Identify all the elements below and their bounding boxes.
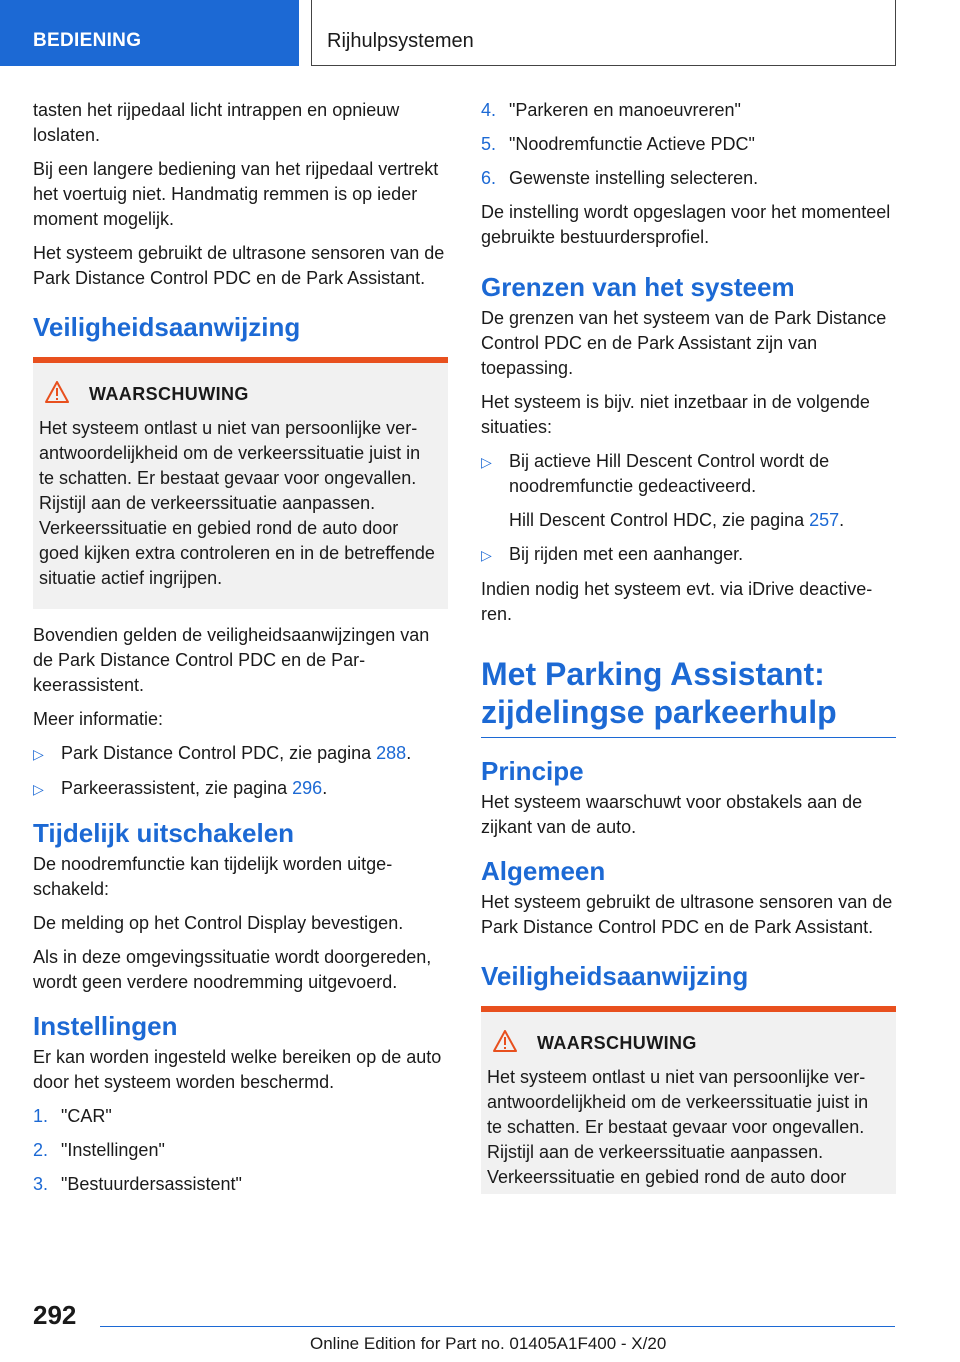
paragraph: De noodremfunctie kan tijdelijk worden uitgeschakeld: bbox=[33, 854, 393, 899]
chapter-title: Rijhulpsystemen bbox=[311, 0, 896, 66]
paragraph: Als in deze omgevingssituatie wordt doorgereden, wordt geen verdere noodremming uitgevoerd. bbox=[33, 947, 432, 992]
steps-list bbox=[33, 1104, 448, 1197]
paragraph: Meer informatie: bbox=[33, 709, 164, 729]
list-item: ▷ Parkeerassistent, zie pagina 296. bbox=[33, 776, 448, 802]
list-item: ▷ Bij actieve Hill Descent Control wordt de noodremfunctie gedeactiveerd. bbox=[481, 449, 896, 499]
triangle-bullet-icon: ▷ bbox=[481, 547, 492, 563]
left-column bbox=[33, 98, 448, 1206]
right-column bbox=[481, 98, 896, 1208]
paragraph: Indien nodig het systeem evt. via iDrive deactiveren. bbox=[481, 579, 873, 624]
heading-safety: Veiligheidsaanwijzing bbox=[481, 961, 749, 991]
triangle-bullet-icon: ▷ bbox=[33, 781, 44, 797]
list-item-continuation: Hill Descent Control HDC, zie pagina 257. bbox=[509, 510, 845, 530]
warning-box bbox=[481, 1006, 896, 1194]
warning-box bbox=[33, 357, 448, 609]
list-item: 2. "Instellingen" bbox=[33, 1140, 165, 1160]
page-header bbox=[0, 0, 960, 66]
list-item: ▷ Park Distance Control PDC, zie pagina 288. bbox=[33, 741, 448, 767]
heading-limits: Grenzen van het systeem bbox=[481, 272, 795, 302]
heading-safety: Veiligheidsaanwijzing bbox=[33, 312, 301, 342]
heading-main: Met Parking Assistant: zijdelingse parkeerhulp bbox=[481, 655, 896, 738]
paragraph: Bovendien gelden de veiligheidsaanwijzingen van de Park Distance Control PDC en de Parkeerassistent. bbox=[33, 625, 430, 695]
warning-text: Het systeem ontlast u niet van persoonlijke verantwoordelijkheid om de verkeerssituatie juist in te schatten. Er bestaat gevaar voor ongevallen. Rijstijl aan de verkeerssituatie aanpassen. Verkeerssituatie en gebied rond de auto door bbox=[487, 1067, 869, 1187]
list-item: 5. "Noodremfunctie Actieve PDC" bbox=[481, 134, 755, 154]
warning-triangle-icon bbox=[493, 1030, 533, 1057]
warning-title: WAARSCHUWING bbox=[89, 384, 249, 404]
paragraph: Het systeem waarschuwt voor obstakels aan de zijkant van de auto. bbox=[481, 792, 863, 837]
heading-principle: Principe bbox=[481, 756, 584, 786]
list-item: 1. "CAR" bbox=[33, 1106, 112, 1126]
paragraph: Het systeem is bijv. niet inzetbaar in de volgende situaties: bbox=[481, 392, 870, 437]
triangle-bullet-icon: ▷ bbox=[33, 746, 44, 762]
heading-disable: Tijdelijk uitschakelen bbox=[33, 818, 295, 848]
edition-note: Online Edition for Part no. 01405A1F400 - X/20 bbox=[310, 1334, 667, 1353]
heading-general: Algemeen bbox=[481, 856, 606, 886]
situation-list bbox=[481, 449, 896, 568]
paragraph: Het systeem gebruikt de ultrasone sensoren van de Park Distance Control PDC en de Park Assistant. bbox=[33, 243, 445, 288]
footer-divider bbox=[100, 1326, 895, 1327]
page-link[interactable]: 296 bbox=[292, 778, 323, 798]
warning-triangle-icon bbox=[45, 381, 85, 408]
page-number: 292 bbox=[33, 1300, 77, 1330]
list-item: 6. Gewenste instelling selecteren. bbox=[481, 168, 759, 188]
paragraph: Het systeem gebruikt de ultrasone sensoren van de Park Distance Control PDC en de Park Assistant. bbox=[481, 892, 893, 937]
triangle-bullet-icon: ▷ bbox=[481, 454, 492, 470]
list-item: ▷ Bij rijden met een aanhanger. bbox=[481, 542, 896, 568]
paragraph: tasten het rijpedaal licht intrappen en opnieuw loslaten. bbox=[33, 100, 400, 145]
section-title: BEDIENING bbox=[0, 0, 299, 66]
page-link[interactable]: 257 bbox=[809, 510, 840, 530]
paragraph: De grenzen van het systeem van de Park Distance Control PDC en de Park Assistant zijn van toepassing. bbox=[481, 308, 887, 378]
paragraph: Er kan worden ingesteld welke bereiken op de auto door het systeem worden beschermd. bbox=[33, 1047, 442, 1092]
reference-list bbox=[33, 741, 448, 802]
warning-text: Het systeem ontlast u niet van persoonlijke verantwoordelijkheid om de verkeerssituatie juist in te schatten. Er bestaat gevaar voor ongevallen. Rijstijl aan de verkeerssituatie aanpassen. Verkeerssituatie en gebied rond de auto door goed kijken extra controleren en in de betreffende situatie actief ingrijpen. bbox=[39, 418, 435, 588]
steps-list bbox=[481, 98, 896, 191]
list-item: 4. "Parkeren en manoeuvreren" bbox=[481, 100, 741, 120]
paragraph: Bij een langere bediening van het rijpedaal vertrekt het voertuig niet. Handmatig remmen is op ieder moment mogelijk. bbox=[33, 159, 439, 229]
warning-title: WAARSCHUWING bbox=[537, 1033, 697, 1053]
page-link[interactable]: 288 bbox=[376, 743, 407, 763]
heading-settings: Instellingen bbox=[33, 1011, 178, 1041]
list-item: 3. "Bestuurdersassistent" bbox=[33, 1174, 242, 1194]
paragraph: De melding op het Control Display bevestigen. bbox=[33, 913, 404, 933]
paragraph: De instelling wordt opgeslagen voor het momenteel gebruikte bestuurdersprofiel. bbox=[481, 202, 891, 247]
